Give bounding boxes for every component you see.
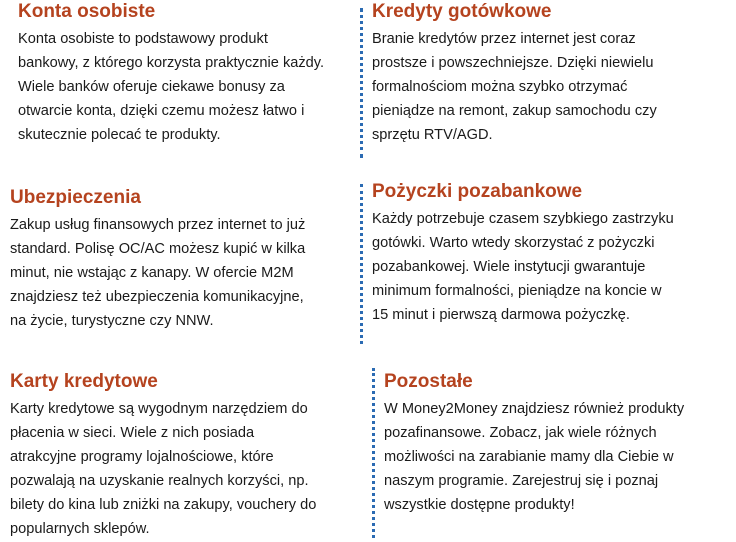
section-pozyczki-pozabankowe bbox=[372, 181, 674, 327]
section-title: Pozostałe bbox=[384, 371, 473, 392]
section-title: Pożyczki pozabankowe bbox=[372, 181, 583, 202]
section-ubezpieczenia bbox=[10, 187, 305, 333]
description-line: płacenia w sieci. Wiele z nich posiada bbox=[10, 425, 255, 442]
section-title: Ubezpieczenia bbox=[10, 187, 141, 208]
section-title: Karty kredytowe bbox=[10, 371, 158, 392]
description-line: atrakcyjne programy lojalnościowe, które bbox=[10, 449, 274, 466]
section-description bbox=[384, 397, 684, 517]
description-line: minimum formalności, pieniądze na koncie w bbox=[372, 283, 662, 300]
description-line: skutecznie polecać te produkty. bbox=[18, 127, 221, 144]
description-line: popularnych sklepów. bbox=[10, 521, 150, 538]
description-line: sprzętu RTV/AGD. bbox=[372, 127, 493, 144]
description-line: standard. Polisę OC/AC możesz kupić w kilka bbox=[10, 241, 306, 258]
section-description bbox=[10, 397, 316, 542]
description-line: znajdziesz też ubezpieczenia komunikacyjne, bbox=[10, 289, 304, 306]
section-pozostale bbox=[384, 371, 684, 517]
section-description bbox=[372, 27, 657, 147]
section-title: Kredyty gotówkowe bbox=[372, 1, 552, 22]
description-line: na życie, turystyczne czy NNW. bbox=[10, 313, 214, 330]
description-line: Branie kredytów przez internet jest coraz bbox=[372, 31, 636, 47]
description-line: wszystkie dostępne produkty! bbox=[384, 497, 575, 514]
description-line: pozafinansowe. Zobacz, jak wiele różnych bbox=[384, 425, 657, 442]
description-line: formalnościom można szybko otrzymać bbox=[372, 79, 628, 96]
description-line: gotówki. Warto wtedy skorzystać z pożyczki bbox=[372, 235, 655, 252]
section-description bbox=[372, 207, 674, 327]
section-description bbox=[10, 213, 305, 333]
description-line: prostsze i powszechniejsze. Dzięki niewielu bbox=[372, 55, 654, 72]
column-divider-bottom bbox=[372, 368, 375, 538]
section-kredyty-gotowkowe bbox=[372, 1, 657, 147]
column-divider-top bbox=[360, 8, 363, 158]
description-line: Zakup usług finansowych przez internet to już bbox=[10, 217, 306, 233]
description-line: pozabankowej. Wiele instytucji gwarantuje bbox=[372, 259, 646, 276]
description-line: Każdy potrzebuje czasem szybkiego zastrzyku bbox=[372, 211, 674, 227]
column-divider-middle bbox=[360, 184, 363, 344]
description-line: pozwalają na uzyskanie realnych korzyści, np. bbox=[10, 473, 309, 490]
description-line: Karty kredytowe są wygodnym narzędziem do bbox=[10, 401, 308, 417]
description-line: pieniądze na remont, zakup samochodu czy bbox=[372, 103, 657, 120]
description-line: możliwości na zarabianie mamy dla Ciebie w bbox=[384, 449, 674, 466]
description-line: bankowy, z którego korzysta praktycznie każdy. bbox=[18, 55, 325, 72]
description-line: minut, nie wstając z kanapy. W ofercie M2M bbox=[10, 265, 294, 282]
description-line: naszym programie. Zarejestruj się i poznaj bbox=[384, 473, 659, 490]
section-karty-kredytowe bbox=[10, 371, 316, 542]
description-line: bilety do kina lub zniżki na zakupy, vouchery do bbox=[10, 497, 317, 514]
section-description bbox=[18, 27, 324, 147]
section-title: Konta osobiste bbox=[18, 1, 156, 22]
description-line: 15 minut i pierwszą darmowa pożyczkę. bbox=[372, 307, 630, 324]
description-line: Konta osobiste to podstawowy produkt bbox=[18, 31, 268, 47]
description-line: Wiele banków oferuje ciekawe bonusy za bbox=[18, 79, 285, 96]
description-line: otwarcie konta, dzięki czemu możesz łatwo i bbox=[18, 103, 305, 120]
section-konta-osobiste bbox=[18, 1, 324, 147]
description-line: W Money2Money znajdziesz również produkty bbox=[384, 401, 685, 417]
